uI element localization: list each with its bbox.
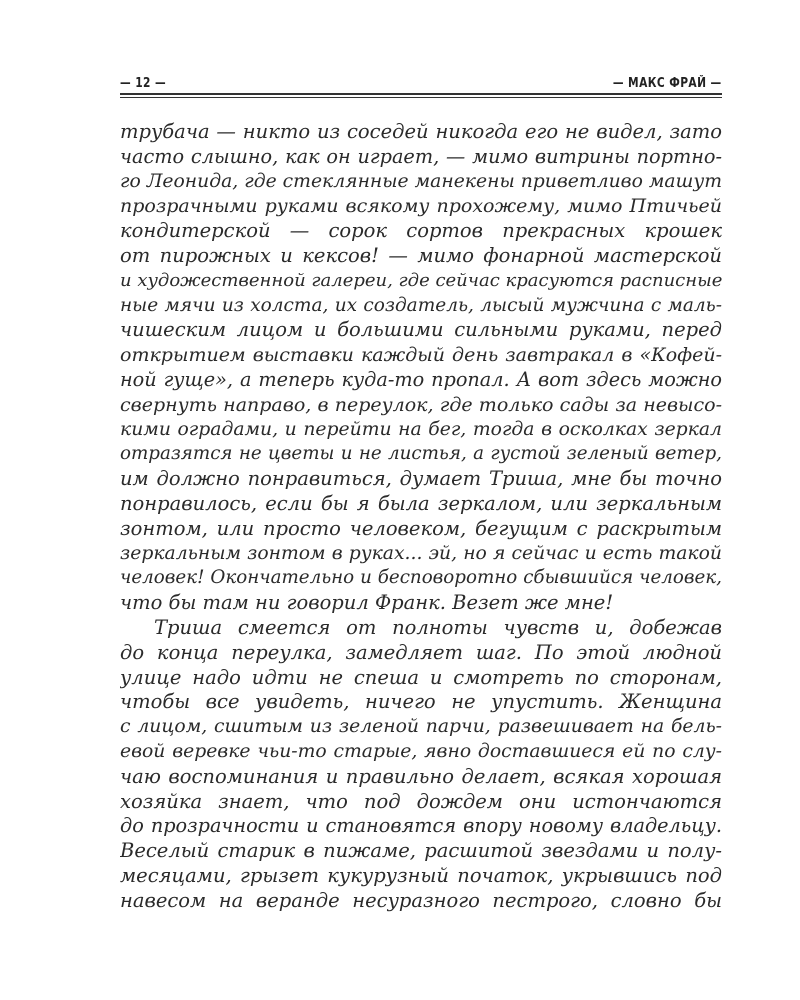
running-head (120, 72, 722, 96)
text-line: и художественной галереи, где сейчас красуются расписные (120, 269, 722, 291)
text-line: открытием выставки каждый день завтракал в «Кофей- (120, 344, 722, 367)
body-text (120, 120, 722, 914)
text-line: чтобы все увидеть, ничего не упустить. Женщина (120, 690, 722, 714)
text-line: зеркальным зонтом в руках... эй, но я сейчас и есть такой (120, 542, 722, 564)
text-line: Веселый старик в пижаме, расшитой звездами и полу- (120, 839, 722, 863)
text-line: трубача — никто из соседей никогда его не видел, зато (120, 120, 722, 143)
text-line: ной гуще», а теперь куда-то пропал. А вот здесь можно (120, 367, 722, 391)
text-line: хозяйка знает, что под дождем они истончаются (120, 789, 722, 813)
text-line: прозрачными руками всякому прохожему, мимо Птичьей (120, 195, 722, 218)
text-line: месяцами, грызет кукурузный початок, укрывшись под (120, 863, 722, 887)
text-line: отразятся не цветы и не листья, а густой зеленый ветер, (120, 443, 722, 465)
text-line: часто слышно, как он играет, — мимо витрины портно- (120, 144, 722, 168)
text-line: кондитерской — сорок сортов прекрасных крошек (120, 219, 722, 243)
text-line: евой веревке чьи-то старые, явно доставшиеся ей по слу- (120, 740, 722, 762)
text-line: ные мячи из холста, их создатель, лысый мужчина с маль- (120, 294, 722, 316)
text-line: зонтом, или просто человеком, бегущим с раскрытым (120, 516, 722, 540)
text-line: чишеским лицом и большими сильными руками, перед (120, 318, 722, 342)
text-line: от пирожных и кексов! — мимо фонарной мастерской (120, 243, 722, 267)
text-line: до конца переулка, замедляет шаг. По этой людной (120, 640, 722, 664)
text-line: навесом на веранде несуразного пестрого, словно бы (120, 888, 722, 912)
text-line: понравилось, если бы я была зеркалом, или зеркальным (120, 491, 722, 515)
header-rule-thick (120, 93, 722, 95)
paragraph-end-line: что бы там ни говорил Франк. Везет же мне! (120, 591, 614, 615)
text-line: человек! Окончательно и бесповоротно сбывшийся человек, (120, 567, 722, 589)
page-number: — 12 — (120, 76, 167, 91)
text-line: с лицом, сшитым из зеленой парчи, развешивает на бель- (120, 716, 722, 738)
text-line: чаю воспоминания и правильно делает, всякая хорошая (120, 764, 722, 788)
author-name: — МАКС ФРАЙ — (613, 76, 722, 91)
text-line: улице надо идти не спеша и смотреть по сторонам, (120, 665, 722, 689)
text-line: им должно понравиться, думает Триша, мне бы точно (120, 467, 722, 491)
header-rule-thin (120, 97, 722, 98)
text-line: до прозрачности и становятся впору новому владельцу. (120, 814, 722, 838)
paragraph-start-line: Триша смеется от полноты чувств и, добежав (154, 615, 722, 639)
text-line: свернуть направо, в переулок, где только сады за невысо- (120, 393, 722, 416)
text-line: кими оградами, и перейти на бег, тогда в осколках зеркал (120, 418, 722, 440)
text-line: го Леонида, где стеклянные манекены приветливо машут (120, 170, 722, 192)
